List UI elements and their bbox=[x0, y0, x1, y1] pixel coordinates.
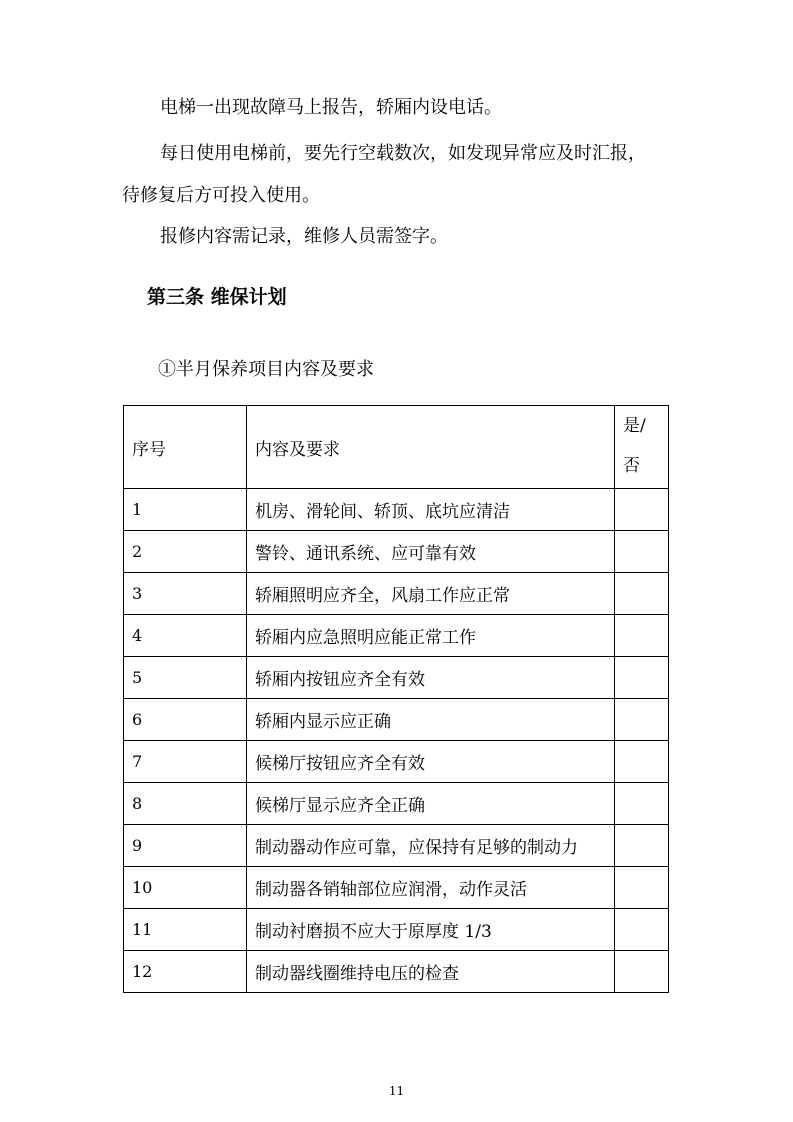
row-yes-no-cell[interactable] bbox=[615, 657, 669, 699]
row-seq: 2 bbox=[124, 531, 247, 573]
row-yes-no-cell[interactable] bbox=[615, 531, 669, 573]
row-yes-no-cell[interactable] bbox=[615, 615, 669, 657]
row-content: 机房、滑轮间、轿顶、底坑应清洁 bbox=[247, 489, 615, 531]
row-content: 轿厢内应急照明应能正常工作 bbox=[247, 615, 615, 657]
header-content: 内容及要求 bbox=[247, 406, 615, 489]
row-seq: 8 bbox=[124, 783, 247, 825]
table-row bbox=[124, 825, 669, 867]
row-seq: 1 bbox=[124, 489, 247, 531]
table-row bbox=[124, 909, 669, 951]
row-content: 候梯厅显示应齐全正确 bbox=[247, 783, 615, 825]
row-yes-no-cell[interactable] bbox=[615, 783, 669, 825]
table-row bbox=[124, 741, 669, 783]
header-yes: 是/ bbox=[623, 416, 646, 436]
paragraph-daily-check-line2: 待修复后方可投入使用。 bbox=[122, 185, 320, 206]
row-seq: 5 bbox=[124, 657, 247, 699]
table-row bbox=[124, 699, 669, 741]
table-row bbox=[124, 489, 669, 531]
row-seq: 3 bbox=[124, 573, 247, 615]
row-content: 轿厢内按钮应齐全有效 bbox=[247, 657, 615, 699]
row-seq: 12 bbox=[124, 951, 247, 993]
row-seq: 6 bbox=[124, 699, 247, 741]
row-content: 轿厢内显示应正确 bbox=[247, 699, 615, 741]
section-title: 第三条 维保计划 bbox=[147, 286, 287, 308]
row-content: 制动器各销轴部位应润滑，动作灵活 bbox=[247, 867, 615, 909]
table-row bbox=[124, 783, 669, 825]
paragraph-phone: 电梯一出现故障马上报告，轿厢内设电话。 bbox=[160, 97, 502, 118]
row-seq: 11 bbox=[124, 909, 247, 951]
row-yes-no-cell[interactable] bbox=[615, 867, 669, 909]
table-row bbox=[124, 615, 669, 657]
row-yes-no-cell[interactable] bbox=[615, 741, 669, 783]
row-yes-no-cell[interactable] bbox=[615, 489, 669, 531]
row-seq: 7 bbox=[124, 741, 247, 783]
section-subtitle: ①半月保养项目内容及要求 bbox=[158, 359, 374, 380]
table-row bbox=[124, 867, 669, 909]
row-content: 候梯厅按钮应齐全有效 bbox=[247, 741, 615, 783]
row-yes-no-cell[interactable] bbox=[615, 825, 669, 867]
row-content: 制动衬磨损不应大于原厚度 1/3 bbox=[247, 909, 615, 951]
row-yes-no-cell[interactable] bbox=[615, 573, 669, 615]
header-no: 否 bbox=[623, 456, 640, 476]
row-seq: 4 bbox=[124, 615, 247, 657]
row-content: 制动器动作应可靠，应保持有足够的制动力 bbox=[247, 825, 615, 867]
table-row bbox=[124, 573, 669, 615]
page-number: 11 bbox=[388, 1084, 405, 1098]
table-row bbox=[124, 951, 669, 993]
header-seq: 序号 bbox=[124, 406, 247, 489]
table-row bbox=[124, 531, 669, 573]
row-yes-no-cell[interactable] bbox=[615, 699, 669, 741]
paragraph-daily-check-line1: 每日使用电梯前，要先行空载数次，如发现异常应及时汇报， bbox=[160, 143, 646, 164]
row-yes-no-cell[interactable] bbox=[615, 909, 669, 951]
maintenance-table bbox=[123, 405, 669, 993]
table-header-row bbox=[124, 406, 669, 489]
row-seq: 10 bbox=[124, 867, 247, 909]
row-content: 制动器线圈维持电压的检查 bbox=[247, 951, 615, 993]
header-yes-no bbox=[615, 406, 669, 489]
row-content: 轿厢照明应齐全，风扇工作应正常 bbox=[247, 573, 615, 615]
table-row bbox=[124, 657, 669, 699]
paragraph-repair-record: 报修内容需记录，维修人员需签字。 bbox=[160, 226, 448, 247]
row-yes-no-cell[interactable] bbox=[615, 951, 669, 993]
row-seq: 9 bbox=[124, 825, 247, 867]
row-content: 警铃、通讯系统、应可靠有效 bbox=[247, 531, 615, 573]
